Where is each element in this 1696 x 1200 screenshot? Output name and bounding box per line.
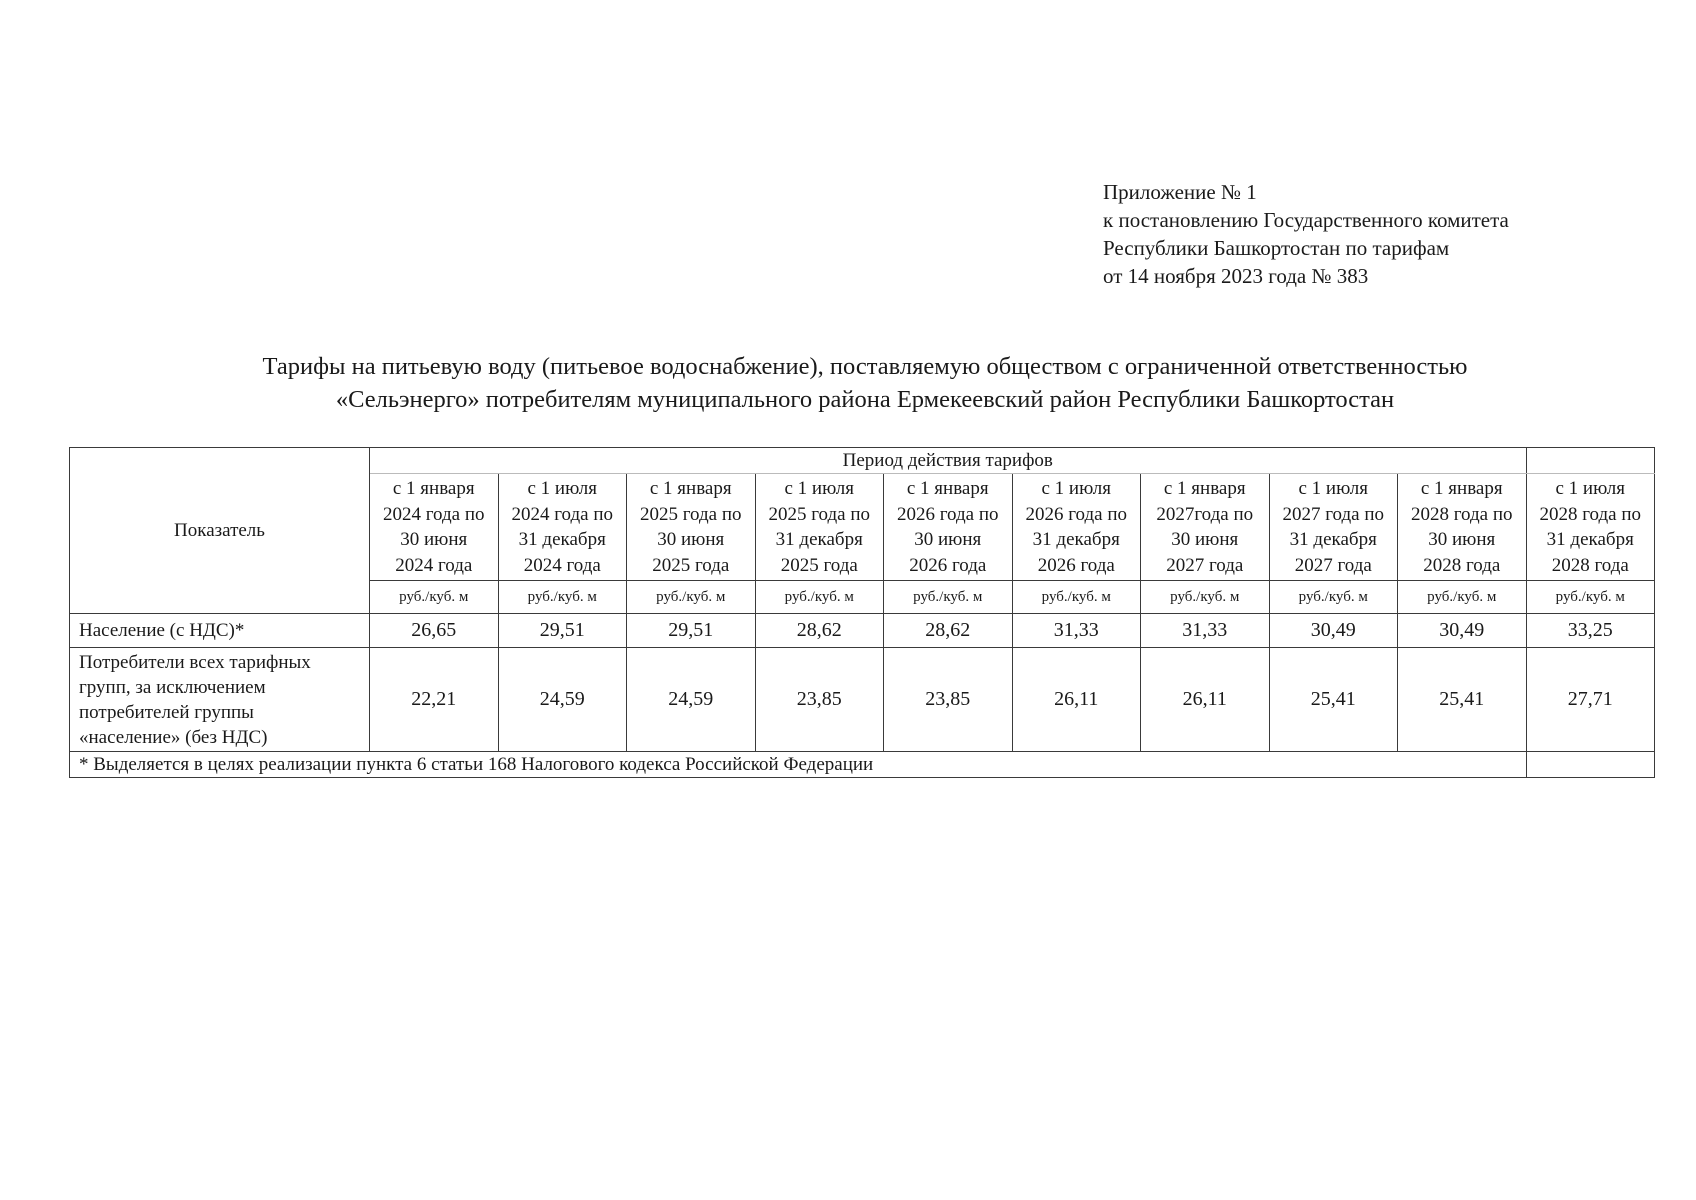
period-line: 2028 года по: [1410, 503, 1513, 525]
period-line: 2027года по: [1156, 503, 1254, 525]
period-line: 2028 года: [1423, 554, 1501, 576]
tariff-value: 26,11: [1141, 648, 1270, 752]
period-header: Период действия тарифов: [370, 448, 1527, 474]
period-line: 31 декабря: [1289, 529, 1377, 550]
period-line: с 1 июля: [1041, 478, 1112, 499]
period-header-8: [1269, 474, 1398, 581]
period-line: с 1 января: [392, 478, 475, 499]
period-line: 30 июня: [657, 529, 725, 550]
period-line: 2026 года по: [896, 503, 999, 525]
unit-cell-4: руб./куб. м: [755, 581, 884, 614]
tariff-table: [69, 447, 1655, 778]
tariff-value: 28,62: [755, 614, 884, 648]
tariff-value: 26,11: [1012, 648, 1141, 752]
period-header-4: [755, 474, 884, 581]
period-header-3: [627, 474, 756, 581]
period-line: 2026 года: [1037, 554, 1115, 576]
period-line: 2026 года по: [1025, 503, 1128, 525]
tariff-value: 23,85: [884, 648, 1013, 752]
period-line: 2026 года: [909, 554, 987, 576]
tariff-value: 22,21: [370, 648, 499, 752]
period-header-5: [884, 474, 1013, 581]
unit-cell-6: руб./куб. м: [1012, 581, 1141, 614]
row-label-line: потребителей группы: [79, 702, 254, 723]
period-header-9: [1398, 474, 1527, 581]
unit-cell-8: руб./куб. м: [1269, 581, 1398, 614]
period-line: 2028 года: [1551, 554, 1629, 576]
unit-cell-10: руб./куб. м: [1526, 581, 1655, 614]
period-header-2: [498, 474, 627, 581]
unit-cell-3: руб./куб. м: [627, 581, 756, 614]
period-header-7: [1141, 474, 1270, 581]
period-line: 2024 года по: [511, 503, 614, 525]
tariff-value: 24,59: [498, 648, 627, 752]
period-line: 31 декабря: [518, 529, 606, 550]
appendix-line-4: от 14 ноября 2023 года № 383: [1103, 264, 1369, 288]
unit-cell-1: руб./куб. м: [370, 581, 499, 614]
tariff-value: 23,85: [755, 648, 884, 752]
appendix-block: [1103, 178, 1509, 290]
row-label: [70, 614, 370, 648]
row-label-line: «население» (без НДС): [79, 727, 268, 748]
tariff-value: 25,41: [1269, 648, 1398, 752]
period-line: 30 июня: [1428, 529, 1496, 550]
period-line: 30 июня: [1171, 529, 1239, 550]
tariff-value: 31,33: [1141, 614, 1270, 648]
period-header-10: [1526, 474, 1655, 581]
period-header-empty: [1526, 448, 1655, 474]
period-line: 2024 года: [395, 554, 473, 576]
period-line: с 1 января: [649, 478, 732, 499]
tariff-value: 33,25: [1526, 614, 1655, 648]
unit-cell-2: руб./куб. м: [498, 581, 627, 614]
period-line: 30 июня: [914, 529, 982, 550]
period-line: с 1 июля: [1298, 478, 1369, 499]
tariff-value: 24,59: [627, 648, 756, 752]
table-row: [70, 648, 1655, 752]
appendix-line-2: к постановлению Государственного комитета: [1103, 208, 1509, 232]
period-line: 2025 года: [780, 554, 858, 576]
appendix-line-3: Республики Башкортостан по тарифам: [1103, 236, 1450, 260]
period-line: с 1 января: [1420, 478, 1503, 499]
row-label-line: Потребители всех тарифных: [79, 652, 311, 673]
table-row: [70, 614, 1655, 648]
period-header-1: [370, 474, 499, 581]
row-label: [70, 648, 370, 752]
row-label-line: Население (с НДС)*: [79, 620, 245, 641]
tariff-value: 25,41: [1398, 648, 1527, 752]
tariff-value: 29,51: [498, 614, 627, 648]
unit-cell-7: руб./куб. м: [1141, 581, 1270, 614]
title-line-2: «Сельэнерго» потребителям муниципального района Ермекеевский район Республики Башкортостан: [335, 386, 1395, 413]
footnote-empty-cell: [1526, 752, 1655, 778]
appendix-line-1: Приложение № 1: [1103, 180, 1257, 204]
period-line: с 1 января: [906, 478, 989, 499]
unit-cell-5: руб./куб. м: [884, 581, 1013, 614]
tariff-value: 29,51: [627, 614, 756, 648]
row-label-line: групп, за исключением: [79, 677, 266, 698]
tariff-value: 28,62: [884, 614, 1013, 648]
period-line: с 1 июля: [527, 478, 598, 499]
period-line: 2027 года: [1166, 554, 1244, 576]
period-line: 31 декабря: [775, 529, 863, 550]
period-line: 31 декабря: [1032, 529, 1120, 550]
tariff-value: 27,71: [1526, 648, 1655, 752]
period-line: 2024 года по: [382, 503, 485, 525]
period-line: 31 декабря: [1546, 529, 1634, 550]
footnote: * Выделяется в целях реализации пункта 6 статьи 168 Налогового кодекса Российской Федерации: [70, 752, 1527, 778]
period-line: с 1 июля: [1555, 478, 1626, 499]
indicator-header: Показатель: [70, 448, 370, 614]
tariff-value: 30,49: [1269, 614, 1398, 648]
period-line: 2025 года по: [768, 503, 871, 525]
period-line: 30 июня: [400, 529, 468, 550]
period-line: 2025 года по: [639, 503, 742, 525]
period-line: 2027 года по: [1282, 503, 1385, 525]
tariff-value: 31,33: [1012, 614, 1141, 648]
period-line: 2025 года: [652, 554, 730, 576]
period-line: 2028 года по: [1539, 503, 1642, 525]
period-line: с 1 января: [1163, 478, 1246, 499]
document-title: [60, 350, 1670, 416]
tariff-value: 26,65: [370, 614, 499, 648]
period-line: 2027 года: [1294, 554, 1372, 576]
tariff-value: 30,49: [1398, 614, 1527, 648]
unit-cell-9: руб./куб. м: [1398, 581, 1527, 614]
title-line-1: Тарифы на питьевую воду (питьевое водоснабжение), поставляемую обществом с ограниченной ответственностью: [262, 353, 1468, 380]
period-line: с 1 июля: [784, 478, 855, 499]
period-header-6: [1012, 474, 1141, 581]
period-line: 2024 года: [523, 554, 601, 576]
